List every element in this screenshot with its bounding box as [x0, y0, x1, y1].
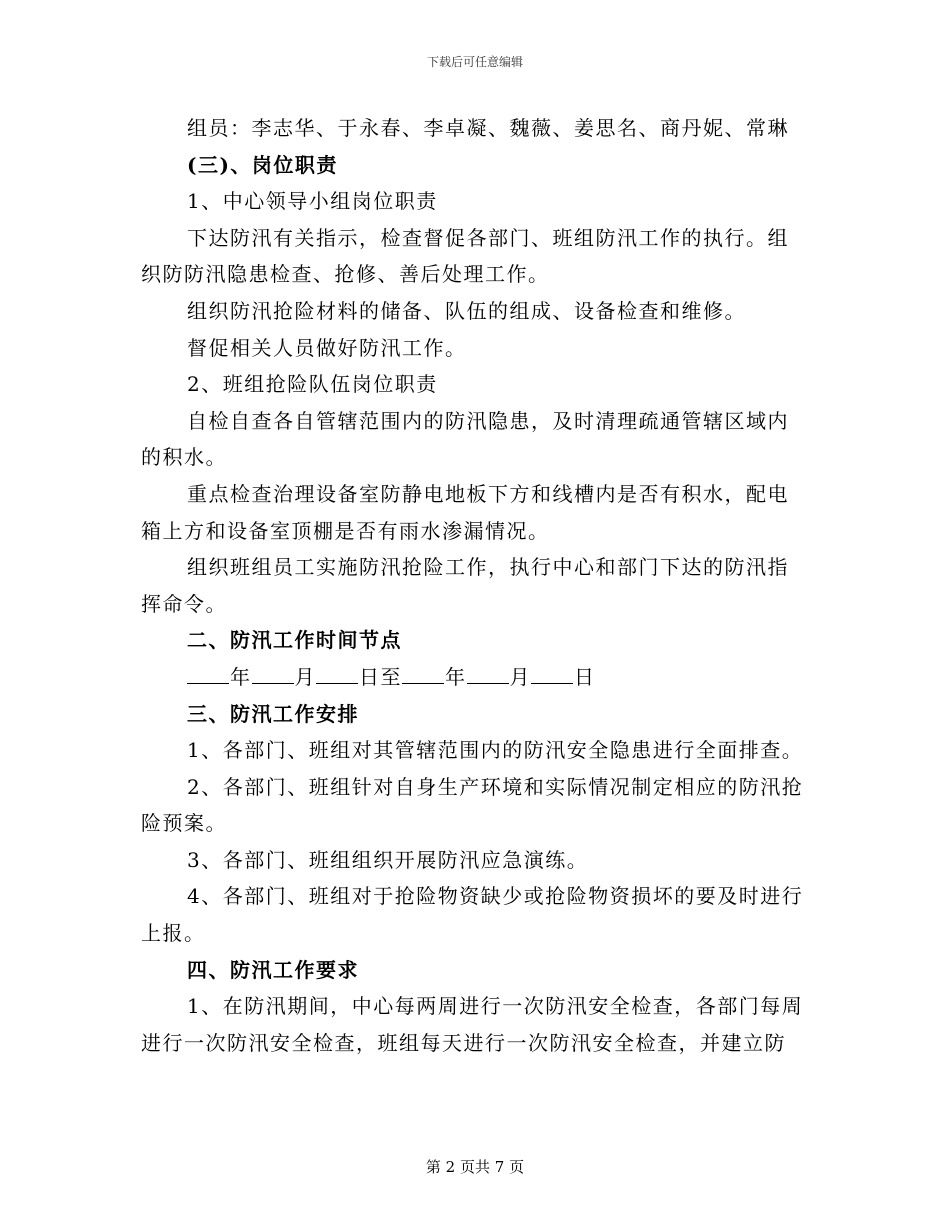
blank-field — [187, 663, 229, 684]
subsection-title-team: 2、班组抢险队伍岗位职责 — [187, 372, 438, 397]
document-body — [141, 110, 811, 1061]
date-range-line — [141, 659, 811, 696]
date-label: 年 — [445, 664, 467, 689]
paragraph-line: 下达防汛有关指示，检查督促各部门、班组防汛工作的执行。组 — [187, 225, 789, 250]
paragraph-line: 1、在防汛期间，中心每两周进行一次防汛安全检查，各部门每周 — [187, 994, 804, 1019]
blank-field — [402, 663, 444, 684]
page-footer: 第 2 页共 7 页 — [425, 1158, 525, 1176]
paragraph-line: 上报。 — [141, 921, 206, 946]
date-label: 月 — [294, 664, 316, 689]
members-line: 组员：李志华、于永春、李卓凝、魏薇、姜思名、商丹妮、常琳 — [187, 116, 789, 140]
paragraph-line: 挥命令。 — [141, 591, 227, 616]
paragraph-line: 重点检查治理设备室防静电地板下方和线槽内是否有积水，配电 — [187, 481, 789, 506]
date-label: 月 — [509, 664, 531, 689]
subsection-title-leadership: 1、中心领导小组岗位职责 — [187, 189, 438, 214]
date-label: 日 — [574, 664, 596, 689]
page-header: 下载后可任意编辑 — [426, 55, 523, 69]
blank-field — [531, 663, 573, 684]
paragraph-line: 2、各部门、班组针对自身生产环境和实际情况制定相应的防汛抢 — [187, 774, 804, 799]
blank-field — [316, 663, 358, 684]
date-label: 年 — [230, 664, 252, 689]
paragraph-line: 4、各部门、班组对于抢险物资缺少或抢险物资损坏的要及时进行 — [187, 884, 804, 909]
paragraph-line: 进行一次防汛安全检查，班组每天进行一次防汛安全检查，并建立防 — [141, 1030, 786, 1055]
paragraph-line: 织防防汛隐患检查、抢修、善后处理工作。 — [141, 262, 550, 287]
heading-work-requirements: 四、防汛工作要求 — [187, 957, 359, 982]
heading-time-nodes: 二、防汛工作时间节点 — [187, 628, 402, 653]
paragraph-line: 箱上方和设备室顶棚是否有雨水渗漏情况。 — [141, 518, 550, 543]
paragraph-line: 督促相关人员做好防汛工作。 — [187, 335, 467, 360]
blank-field — [467, 663, 509, 684]
paragraph-line: 自检自查各自管辖范围内的防汛隐患，及时清理疏通管辖区域内 — [187, 408, 789, 433]
paragraph-line: 组织防汛抢险材料的储备、队伍的组成、设备检查和维修。 — [187, 298, 746, 323]
blank-field — [252, 663, 294, 684]
paragraph-line: 的积水。 — [141, 445, 227, 470]
paragraph-line: 3、各部门、班组组织开展防汛应急演练。 — [187, 847, 589, 872]
heading-work-arrangement: 三、防汛工作安排 — [187, 701, 359, 726]
section-title-duties: (三)、岗位职责 — [187, 152, 338, 177]
paragraph-line: 1、各部门、班组对其管辖范围内的防汛安全隐患进行全面排查。 — [187, 738, 804, 763]
date-label: 日至 — [359, 664, 402, 689]
paragraph-line: 组织班组员工实施防汛抢险工作，执行中心和部门下达的防汛指 — [187, 555, 789, 580]
paragraph-line: 险预案。 — [141, 811, 227, 836]
